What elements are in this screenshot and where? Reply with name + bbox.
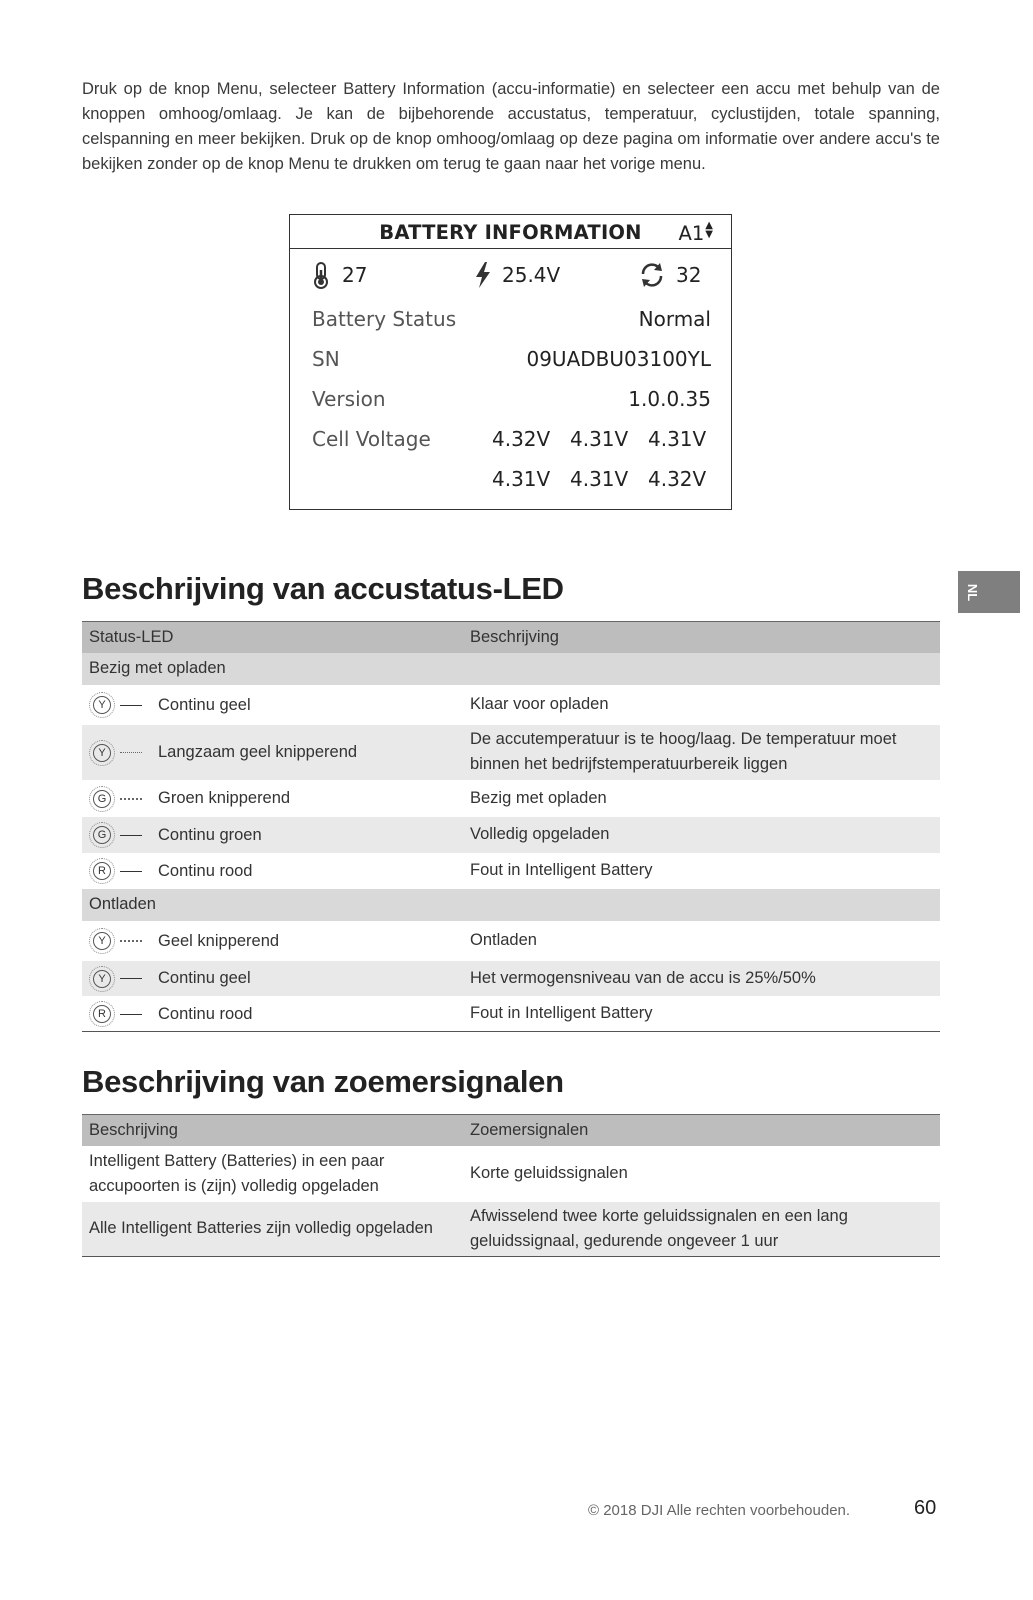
panel-row-label: Cell Voltage	[312, 427, 431, 451]
cycles-stat	[638, 261, 701, 289]
led-status: Continu rood	[158, 1004, 253, 1023]
voltage-value: 25.4V	[502, 263, 561, 287]
panel-row-sn	[312, 347, 711, 371]
led-status: Continu geel	[158, 969, 251, 988]
column-header: Beschrijving	[82, 1115, 463, 1146]
panel-row-label: Battery Status	[312, 307, 457, 331]
table-header-row	[82, 622, 940, 653]
table-row	[82, 725, 940, 780]
up-down-arrows-icon: ▲ ▼	[705, 220, 713, 240]
group-row-charging	[82, 653, 940, 685]
language-tab	[958, 571, 1020, 613]
red-led-icon: R	[93, 1005, 111, 1023]
voltage-stat	[474, 261, 560, 289]
led-cell	[82, 685, 463, 725]
lightning-icon	[474, 261, 492, 289]
yellow-led-icon: Y	[93, 696, 111, 714]
panel-header	[290, 215, 731, 249]
temperature-stat	[310, 261, 367, 289]
red-led-icon: R	[93, 862, 111, 880]
led-cell	[82, 817, 463, 853]
table-header-row	[82, 1115, 940, 1146]
solid-pattern-icon	[120, 978, 142, 979]
led-section-title: Beschrijving van accustatus-LED	[82, 571, 564, 606]
panel-row-version	[312, 387, 711, 411]
led-status: Continu geel	[158, 695, 251, 714]
cell-voltage: 4.31V	[648, 427, 707, 451]
slow-blink-pattern-icon	[120, 752, 142, 753]
led-cell	[82, 780, 463, 817]
column-header: Zoemersignalen	[463, 1115, 940, 1146]
led-status: Continu rood	[158, 861, 253, 880]
panel-row-status	[312, 307, 711, 331]
table-row	[82, 817, 940, 853]
battery-id-label: A1	[678, 222, 705, 245]
cycles-value: 32	[676, 263, 702, 287]
led-cell	[82, 996, 463, 1032]
column-header: Status-LED	[82, 622, 463, 653]
led-description: Ontladen	[463, 921, 940, 961]
buzzer-table	[82, 1114, 940, 1257]
led-description: Fout in Intelligent Battery	[463, 853, 940, 889]
blink-pattern-icon	[120, 798, 142, 800]
cell-voltage: 4.32V	[648, 467, 707, 491]
solid-pattern-icon	[120, 1014, 142, 1015]
panel-row-value: 1.0.0.35	[628, 387, 711, 411]
page-number: 60	[914, 1497, 937, 1519]
table-row	[82, 996, 940, 1032]
led-cell	[82, 853, 463, 889]
battery-id	[679, 221, 713, 245]
led-description: Bezig met opladen	[463, 780, 940, 817]
table-row	[82, 921, 940, 961]
table-row	[82, 1202, 940, 1257]
cell-voltage: 4.31V	[570, 427, 629, 451]
language-tab-label: NL	[965, 583, 981, 601]
cell-voltage: 4.32V	[492, 427, 551, 451]
cell-voltage: 4.31V	[570, 467, 629, 491]
led-description: De accutemperatuur is te hoog/laag. De temperatuur moet binnen het bedrijfstemperatuurbereik liggen	[463, 725, 940, 780]
table-row	[82, 961, 940, 996]
group-label: Ontladen	[82, 889, 940, 921]
table-row	[82, 1146, 940, 1202]
led-description: Fout in Intelligent Battery	[463, 996, 940, 1032]
table-row	[82, 685, 940, 725]
intro-paragraph: Druk op de knop Menu, selecteer Battery Information (accu-informatie) en selecteer een accu met behulp van de knoppen omhoog/omlaag. Je kan de bijbehorende accustatus, temperatuur, cyclustijden, totale spanning, celspanning en meer bekijken. Druk op de knop omhoog/omlaag op deze pagina om informatie over andere accu's te bekijken zonder op de knop Menu te drukken om terug te gaan naar het vorige menu.	[82, 80, 940, 173]
cell-voltages-row-1	[492, 427, 726, 451]
led-description: Het vermogensniveau van de accu is 25%/50%	[463, 961, 940, 996]
group-label: Bezig met opladen	[82, 653, 940, 685]
buzzer-section-title: Beschrijving van zoemersignalen	[82, 1064, 564, 1099]
led-status-table	[82, 621, 940, 1032]
green-led-icon: G	[93, 790, 111, 808]
yellow-led-icon: Y	[93, 932, 111, 950]
led-status: Langzaam geel knipperend	[158, 743, 358, 762]
buzzer-signal: Afwisselend twee korte geluidssignalen en een lang geluidssignaal, gedurende ongeveer 1 uur	[463, 1202, 940, 1257]
panel-row-label: Version	[312, 387, 386, 411]
buzzer-description: Intelligent Battery (Batteries) in een paar accupoorten is (zijn) volledig opgeladen	[82, 1146, 463, 1202]
led-status: Continu groen	[158, 825, 262, 844]
table-row	[82, 853, 940, 889]
panel-title: BATTERY INFORMATION	[379, 221, 642, 244]
battery-information-panel	[289, 214, 732, 510]
column-header: Beschrijving	[463, 622, 940, 653]
group-row-discharging	[82, 889, 940, 921]
led-cell	[82, 961, 463, 996]
led-description: Volledig opgeladen	[463, 817, 940, 853]
solid-pattern-icon	[120, 835, 142, 836]
buzzer-description: Alle Intelligent Batteries zijn volledig opgeladen	[82, 1202, 463, 1257]
yellow-led-icon: Y	[93, 970, 111, 988]
panel-row-label: SN	[312, 347, 340, 371]
copyright-footer: © 2018 DJI Alle rechten voorbehouden.	[588, 1502, 851, 1519]
panel-row-value: Normal	[638, 307, 711, 331]
led-cell	[82, 921, 463, 961]
solid-pattern-icon	[120, 705, 142, 706]
cell-voltages-row-2	[492, 467, 726, 491]
led-cell	[82, 725, 463, 780]
buzzer-signal: Korte geluidssignalen	[463, 1146, 940, 1202]
blink-pattern-icon	[120, 940, 142, 942]
yellow-led-icon: Y	[93, 744, 111, 762]
green-led-icon: G	[93, 826, 111, 844]
refresh-cycle-icon	[638, 261, 666, 289]
led-description: Klaar voor opladen	[463, 685, 940, 725]
cell-voltage: 4.31V	[492, 467, 551, 491]
table-row	[82, 780, 940, 817]
panel-row-value: 09UADBU03100YL	[526, 347, 711, 371]
led-status: Groen knipperend	[158, 789, 291, 808]
solid-pattern-icon	[120, 871, 142, 872]
thermometer-icon	[310, 261, 332, 289]
temperature-value: 27	[342, 263, 368, 287]
led-status: Geel knipperend	[158, 931, 280, 950]
